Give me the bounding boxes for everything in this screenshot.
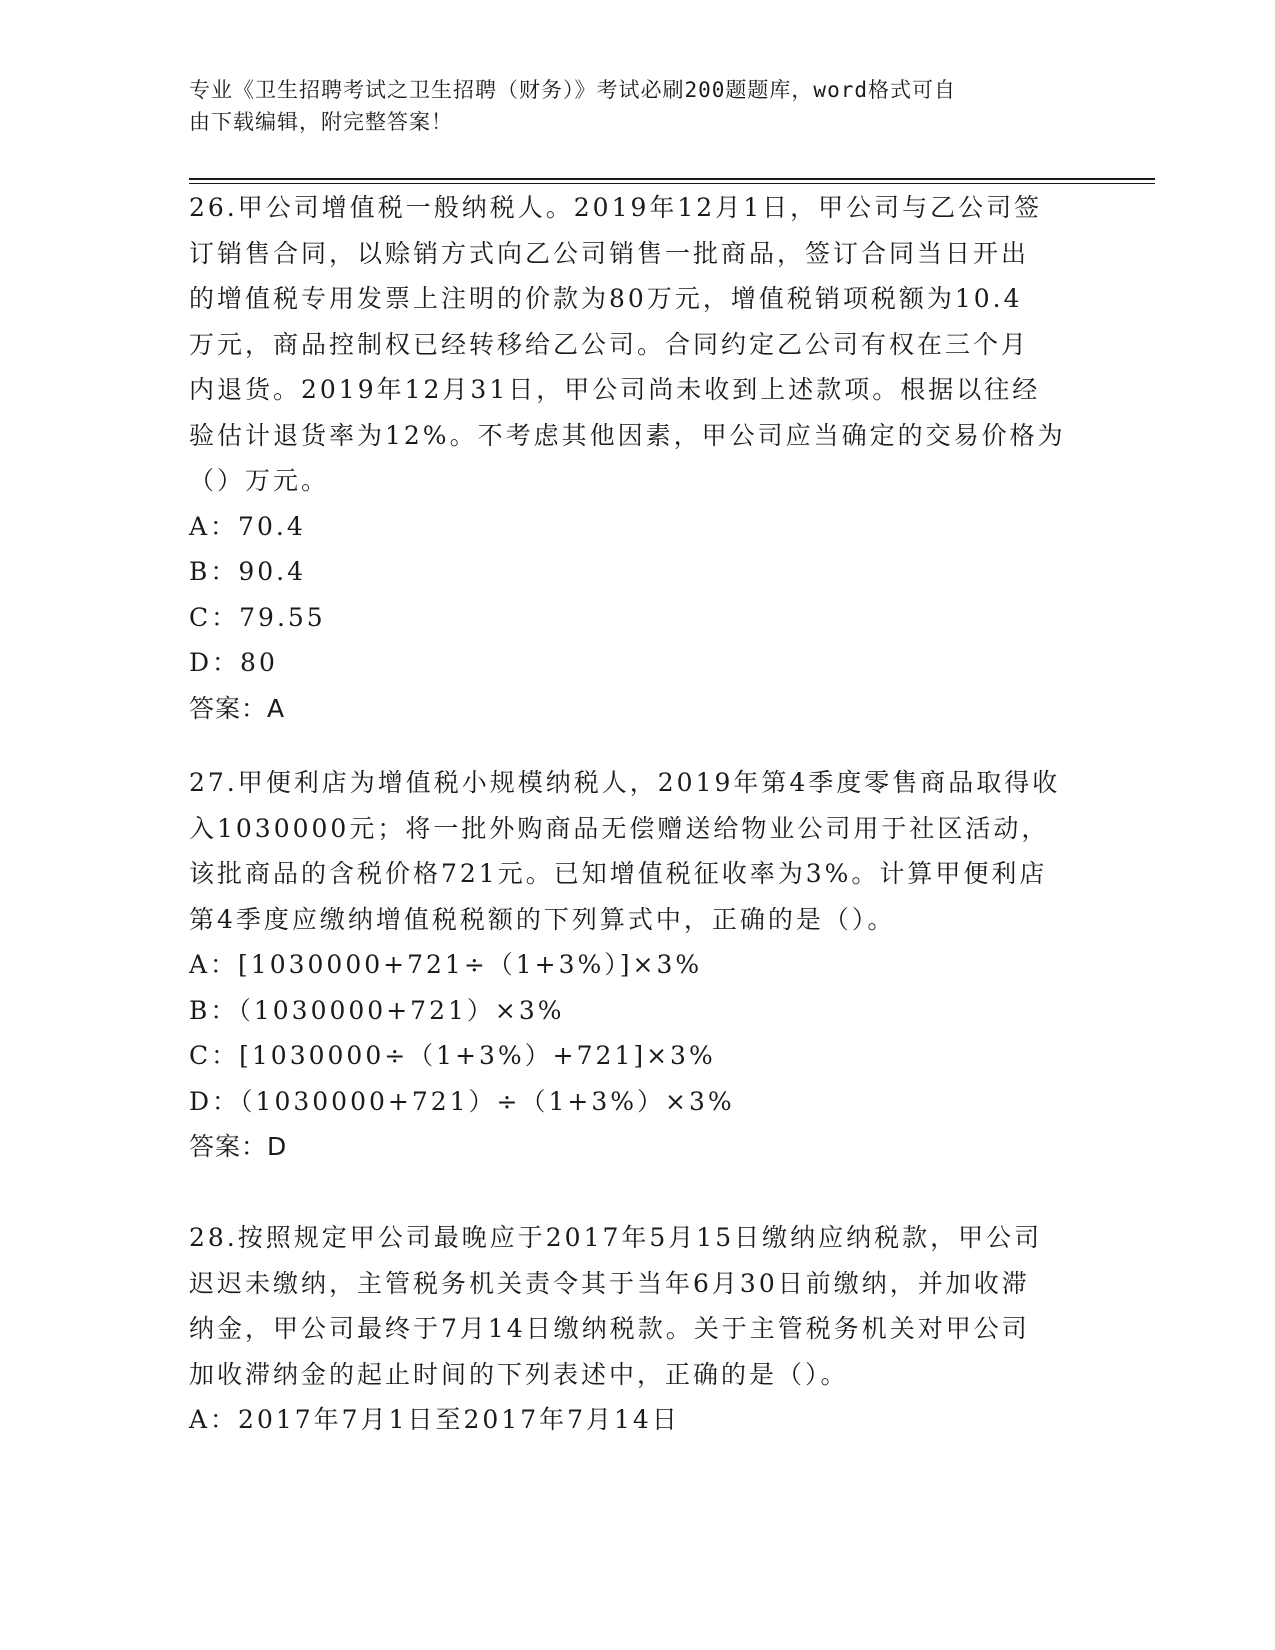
question-27	[189, 760, 1089, 1170]
question-stem-line: 26.甲公司增值税一般纳税人。2019年12月1日，甲公司与乙公司签	[189, 193, 1043, 222]
answer-line: 答案：A	[189, 693, 286, 723]
question-stem-line: 入1030000元；将一批外购商品无偿赠送给物业公司用于社区活动，	[189, 813, 1050, 843]
option-d: D：80	[189, 648, 278, 677]
header-line-2: 由下载编辑，附完整答案！	[189, 110, 453, 134]
question-stem-line: 该批商品的含税价格721元。已知增值税征收率为3%。计算甲便利店	[189, 859, 1048, 888]
question-stem-line: 迟迟未缴纳，主管税务机关责令其于当年6月30日前缴纳，并加收滞	[189, 1268, 1030, 1298]
question-26	[189, 185, 1089, 731]
question-28	[189, 1215, 1089, 1443]
document-header	[189, 74, 1069, 138]
option-c: C：79.55	[189, 602, 326, 632]
header-divider-thin	[189, 183, 1155, 184]
option-b: B：90.4	[189, 557, 307, 586]
question-stem-line: 28.按照规定甲公司最晚应于2017年5月15日缴纳应纳税款，甲公司	[189, 1223, 1043, 1252]
option-c: C：[1030000÷（1+3%）+721]×3%	[189, 1041, 716, 1070]
question-stem-line: 内退货。2019年12月31日，甲公司尚未收到上述款项。根据以往经	[189, 375, 1041, 404]
header-line-1: 专业《卫生招聘考试之卫生招聘（财务）》考试必刷200题题库，word格式可自	[189, 78, 956, 102]
question-stem-line: 验估计退货率为12%。不考虑其他因素，甲公司应当确定的交易价格为	[189, 420, 1066, 450]
question-stem-line: 27.甲便利店为增值税小规模纳税人，2019年第4季度零售商品取得收	[189, 768, 1061, 797]
option-a: A：[1030000+721÷（1+3%）]×3%	[189, 950, 703, 979]
question-stem-line: 订销售合同，以赊销方式向乙公司销售一批商品，签订合同当日开出	[189, 238, 1030, 268]
question-stem-line: 加收滞纳金的起止时间的下列表述中，正确的是（）。	[189, 1359, 849, 1389]
question-stem-line: 的增值税专用发票上注明的价款为80万元，增值税销项税额为10.4	[189, 284, 1023, 313]
option-a: A：2017年7月1日至2017年7月14日	[189, 1405, 680, 1434]
question-stem-line: （）万元。	[189, 466, 330, 495]
option-a: A：70.4	[189, 511, 306, 541]
question-stem-line: 第4季度应缴纳增值税税额的下列算式中，正确的是（）。	[189, 904, 896, 934]
option-d: D：（1030000+721）÷（1+3%）×3%	[189, 1086, 735, 1116]
answer-line: 答案：D	[189, 1132, 288, 1161]
question-stem-line: 万元，商品控制权已经转移给乙公司。合同约定乙公司有权在三个月	[189, 329, 1030, 359]
option-b: B：（1030000+721）×3%	[189, 995, 565, 1025]
header-divider-thick	[189, 178, 1155, 180]
question-stem-line: 纳金，甲公司最终于7月14日缴纳税款。关于主管税务机关对甲公司	[189, 1314, 1030, 1343]
